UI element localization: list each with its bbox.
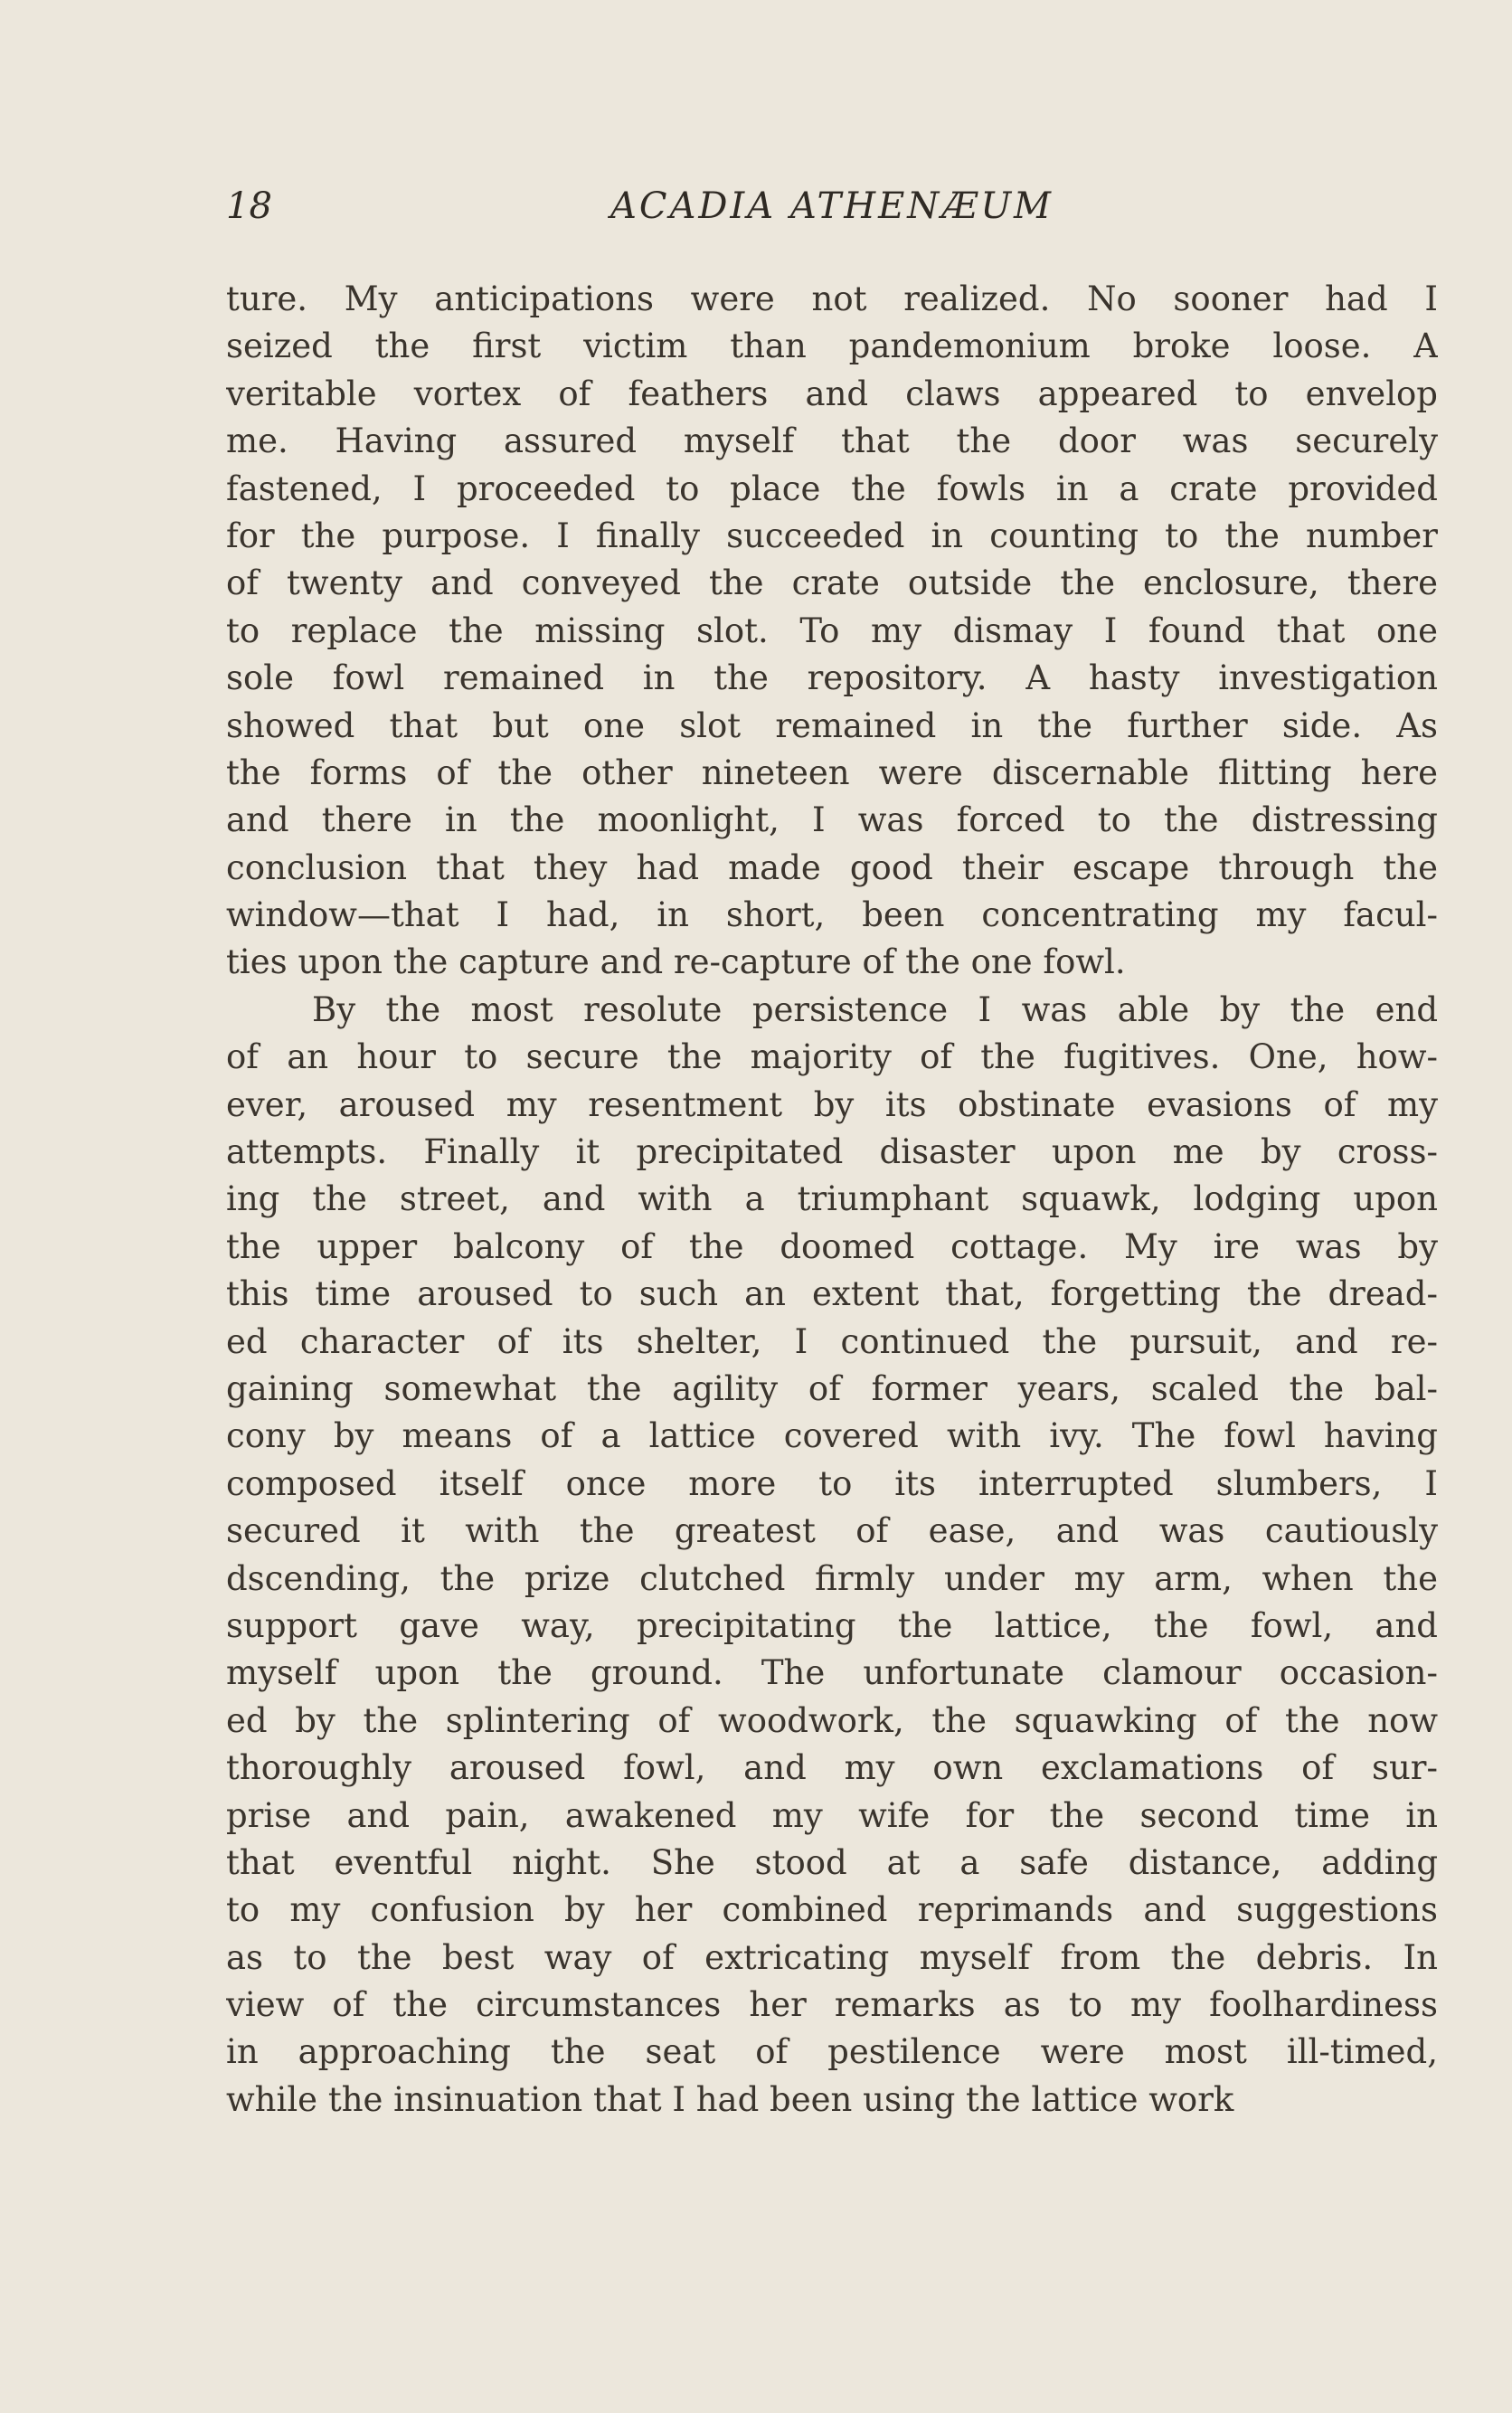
text-line: ever, aroused my resentment by its obstinate evasions of my [226,1084,1438,1124]
text-line: secured it with the greatest of ease, and was cautiously [226,1511,1438,1551]
text-line: to my confusion by her combined reprimands and suggestions [226,1890,1438,1930]
text-line: By the most resolute persistence I was able by the end [312,989,1438,1029]
text-line: seized the first victim than pandemonium broke loose. A [226,326,1438,366]
text-line: of twenty and conveyed the crate outside the enclosure, there [226,563,1438,603]
text-line: in approaching the seat of pestilence were most ill-timed, [226,2032,1438,2072]
text-line: while the insinuation that I had been using the lattice work [226,2079,1234,2119]
text-line: window—that I had, in short, been concentrating my facul- [226,895,1438,935]
text-line: the upper balcony of the doomed cottage. My ire was by [226,1226,1438,1266]
text-line: the forms of the other nineteen were discernable flitting here [226,752,1438,792]
running-title: ACADIA ATHENÆUM [610,185,1054,227]
text-line: gaining somewhat the agility of former years, scaled the bal- [226,1368,1438,1408]
text-line: for the purpose. I finally succeeded in counting to the number [226,516,1438,555]
text-line: ed by the splintering of woodwork, the squawking of the now [226,1700,1438,1740]
text-line: veritable vortex of feathers and claws appeared to envelop [226,374,1438,413]
text-line: support gave way, precipitating the lattice, the fowl, and [226,1605,1438,1645]
text-line: myself upon the ground. The unfortunate clamour occasion- [226,1653,1438,1693]
text-line: fastened, I proceeded to place the fowls in a crate provided [226,468,1438,508]
text-line: dscending, the prize clutched firmly under my arm, when the [226,1558,1438,1598]
page-number: 18 [226,185,272,227]
text-line: and there in the moonlight, I was forced to the distressing [226,800,1438,840]
text-line: to replace the missing slot. To my dismay I found that one [226,610,1438,650]
text-line: of an hour to secure the majority of the fugitives. One, how- [226,1037,1438,1077]
text-line: that eventful night. She stood at a safe distance, adding [226,1842,1438,1882]
text-line: cony by means of a lattice covered with ivy. The fowl having [226,1416,1438,1456]
text-line: sole fowl remained in the repository. A hasty investigation [226,658,1438,698]
text-line: ing the street, and with a triumphant squawk, lodging upon [226,1179,1438,1219]
text-line: ture. My anticipations were not realized. No sooner had I [226,279,1438,318]
text-line: prise and pain, awakened my wife for the second time in [226,1795,1438,1835]
text-line: me. Having assured myself that the door was securely [226,421,1438,461]
text-line: attempts. Finally it precipitated disaster upon me by cross- [226,1132,1438,1172]
text-line: thoroughly aroused fowl, and my own exclamations of sur- [226,1748,1438,1788]
body-text [226,276,1438,2124]
text-line: view of the circumstances her remarks as to my foolhardiness [226,1985,1438,2025]
text-line: composed itself once more to its interrupted slumbers, I [226,1463,1438,1503]
text-line: ed character of its shelter, I continued the pursuit, and re- [226,1321,1438,1361]
text-line: ties upon the capture and re-capture of the one fowl. [226,942,1126,982]
text-line: as to the best way of extricating myself from the debris. In [226,1937,1438,1977]
text-line: showed that but one slot remained in the further side. As [226,705,1438,745]
page-header [226,185,1438,240]
text-line: this time aroused to such an extent that, forgetting the dread- [226,1274,1438,1314]
text-line: conclusion that they had made good their escape through the [226,847,1438,887]
